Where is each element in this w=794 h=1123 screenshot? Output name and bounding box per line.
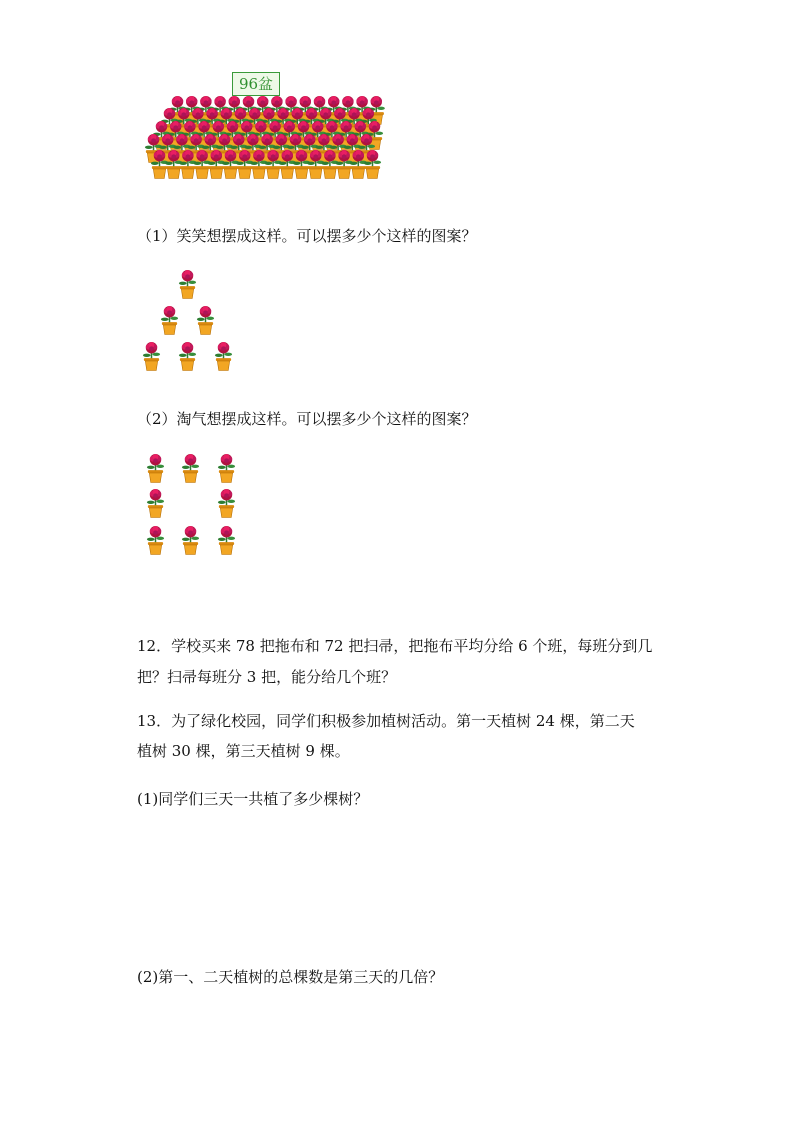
potted-flower-icon [147,489,164,518]
potted-flower-icon [218,454,235,483]
question-part1: （1）笑笑想摆成这样。可以摆多少个这样的图案？ [137,227,477,245]
problem-12-line1: 12．学校买来 78 把拖布和 72 把扫帚，把拖布平均分给 6 个班，每班分到几 [137,637,653,655]
potted-flower-icon [179,270,196,299]
potted-flower-icon [218,489,235,518]
potted-flower-icon [147,454,164,483]
triangle-pattern-figure [140,270,250,380]
potted-flower-icon [179,342,196,371]
problem-13-line1: 13．为了绿化校园，同学们积极参加植树活动。第一天植树 24 棵，第二天 [137,712,635,730]
potted-flower-icon [215,342,232,371]
problem-13-line2: 植树 30 棵，第三天植树 9 棵。 [137,742,350,760]
potted-flower-icon [182,454,199,483]
pot-count-label: 96盆 [232,72,280,96]
potted-flower-icon [218,526,235,555]
potted-flower-icon [147,526,164,555]
problem-13-sub2: (2)第一、二天植树的总棵数是第三天的几倍？ [137,968,444,986]
potted-flower-icon [182,526,199,555]
potted-flower-icon [197,306,214,335]
problem-13-sub1: (1)同学们三天一共植了多少棵树？ [137,790,369,808]
square-pattern-figure [140,454,250,564]
potted-flower-icon [143,342,160,371]
potted-flower-icon [161,306,178,335]
problem-12-line2: 把？扫帚每班分 3 把，能分给几个班？ [137,668,397,686]
question-part2: （2）淘气想摆成这样。可以摆多少个这样的图案？ [137,410,477,428]
flower-pile-illustration [138,96,388,198]
